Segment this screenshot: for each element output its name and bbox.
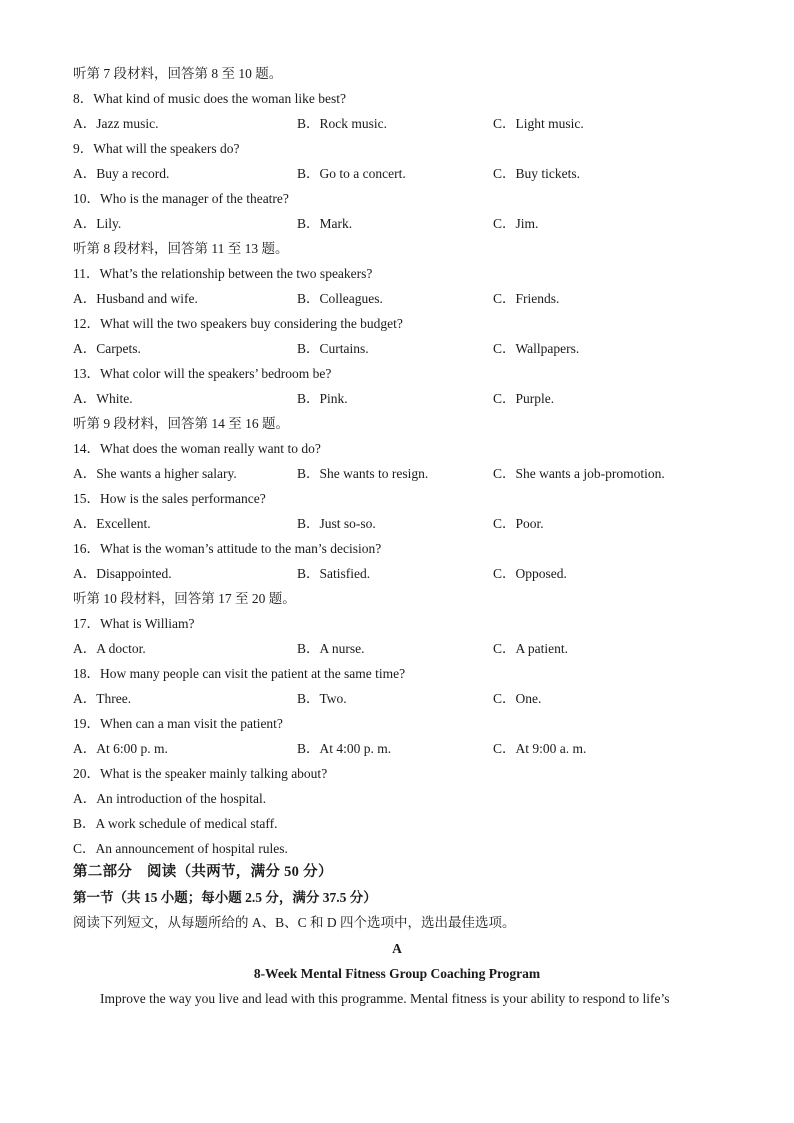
question: 17．What is William?: [73, 616, 195, 631]
option-b: B．Colleagues.: [297, 291, 383, 306]
option-c: C．Opposed.: [493, 566, 567, 581]
option-c: C．Friends.: [493, 291, 560, 306]
option-b: B．Two.: [297, 691, 347, 706]
option-c: C．Poor.: [493, 516, 544, 531]
option-a: A．At 6:00 p. m.: [73, 741, 168, 756]
option-c: C．Wallpapers.: [493, 341, 580, 356]
question: 16．What is the woman’s attitude to the man’s decision?: [73, 541, 382, 556]
option-c: C．Buy tickets.: [493, 166, 580, 181]
question: 13．What color will the speakers’ bedroom be?: [73, 366, 332, 381]
option-c: C．An announcement of hospital rules.: [73, 841, 288, 856]
question: 12．What will the two speakers buy considering the budget?: [73, 316, 403, 331]
option-a: A．Lily.: [73, 216, 122, 231]
option-b: B．A nurse.: [297, 641, 365, 656]
question: 10．Who is the manager of the theatre?: [73, 191, 289, 206]
question: 14．What does the woman really want to do?: [73, 441, 321, 456]
question: 15．How is the sales performance?: [73, 491, 266, 506]
option-b: B．Go to a concert.: [297, 166, 406, 181]
question: 11．What’s the relationship between the two speakers?: [73, 266, 373, 281]
option-c: C．A patient.: [493, 641, 568, 656]
option-a: A．She wants a higher salary.: [73, 466, 237, 481]
option-c: C．Jim.: [493, 216, 539, 231]
instruction-text: 阅读下列短文，从每题所给的 A、B、C 和 D 四个选项中，选出最佳选项。: [73, 915, 516, 930]
option-c: C．She wants a job-promotion.: [493, 466, 665, 481]
passage-paragraph: Improve the way you live and lead with this programme. Mental fitness is your ability to respond to life’s: [100, 991, 670, 1006]
option-a: A．A doctor.: [73, 641, 146, 656]
option-b: B．A work schedule of medical staff.: [73, 816, 278, 831]
option-b: B．Rock music.: [297, 116, 387, 131]
section-intro: 听第 9 段材料，回答第 14 至 16 题。: [73, 416, 289, 431]
option-a: A．Disappointed.: [73, 566, 172, 581]
option-a: A．Husband and wife.: [73, 291, 198, 306]
section-intro: 听第 8 段材料，回答第 11 至 13 题。: [73, 241, 289, 256]
option-a: A．Buy a record.: [73, 166, 170, 181]
option-c: C．At 9:00 a. m.: [493, 741, 587, 756]
option-a: A．Jazz music.: [73, 116, 159, 131]
option-b: B．At 4:00 p. m.: [297, 741, 392, 756]
option-a: A．An introduction of the hospital.: [73, 791, 267, 806]
option-b: B．She wants to resign.: [297, 466, 429, 481]
question: 20．What is the speaker mainly talking about?: [73, 766, 328, 781]
question: 9．What will the speakers do?: [73, 141, 240, 156]
question: 8．What kind of music does the woman like best?: [73, 91, 346, 106]
passage-title: 8-Week Mental Fitness Group Coaching Program: [253, 966, 541, 981]
question: 19．When can a man visit the patient?: [73, 716, 283, 731]
option-c: C．One.: [493, 691, 542, 706]
option-a: A．Excellent.: [73, 516, 151, 531]
option-c: C．Purple.: [493, 391, 555, 406]
option-b: B．Curtains.: [297, 341, 369, 356]
section-intro: 听第 10 段材料，回答第 17 至 20 题。: [73, 591, 296, 606]
option-b: B．Satisfied.: [297, 566, 371, 581]
section-intro: 听第 7 段材料，回答第 8 至 10 题。: [73, 66, 283, 81]
option-a: A．Carpets.: [73, 341, 141, 356]
option-a: A．White.: [73, 391, 133, 406]
part-title: 第二部分 阅读（共两节，满分 50 分）: [73, 864, 333, 880]
question: 18．How many people can visit the patient at the same time?: [73, 666, 406, 681]
option-c: C．Light music.: [493, 116, 584, 131]
option-b: B．Pink.: [297, 391, 348, 406]
passage-letter: A: [392, 941, 402, 956]
option-a: A．Three.: [73, 691, 132, 706]
option-b: B．Just so-so.: [297, 516, 376, 531]
section-heading: 第一节（共 15 小题；每小题 2.5 分，满分 37.5 分）: [73, 890, 377, 905]
option-b: B．Mark.: [297, 216, 353, 231]
